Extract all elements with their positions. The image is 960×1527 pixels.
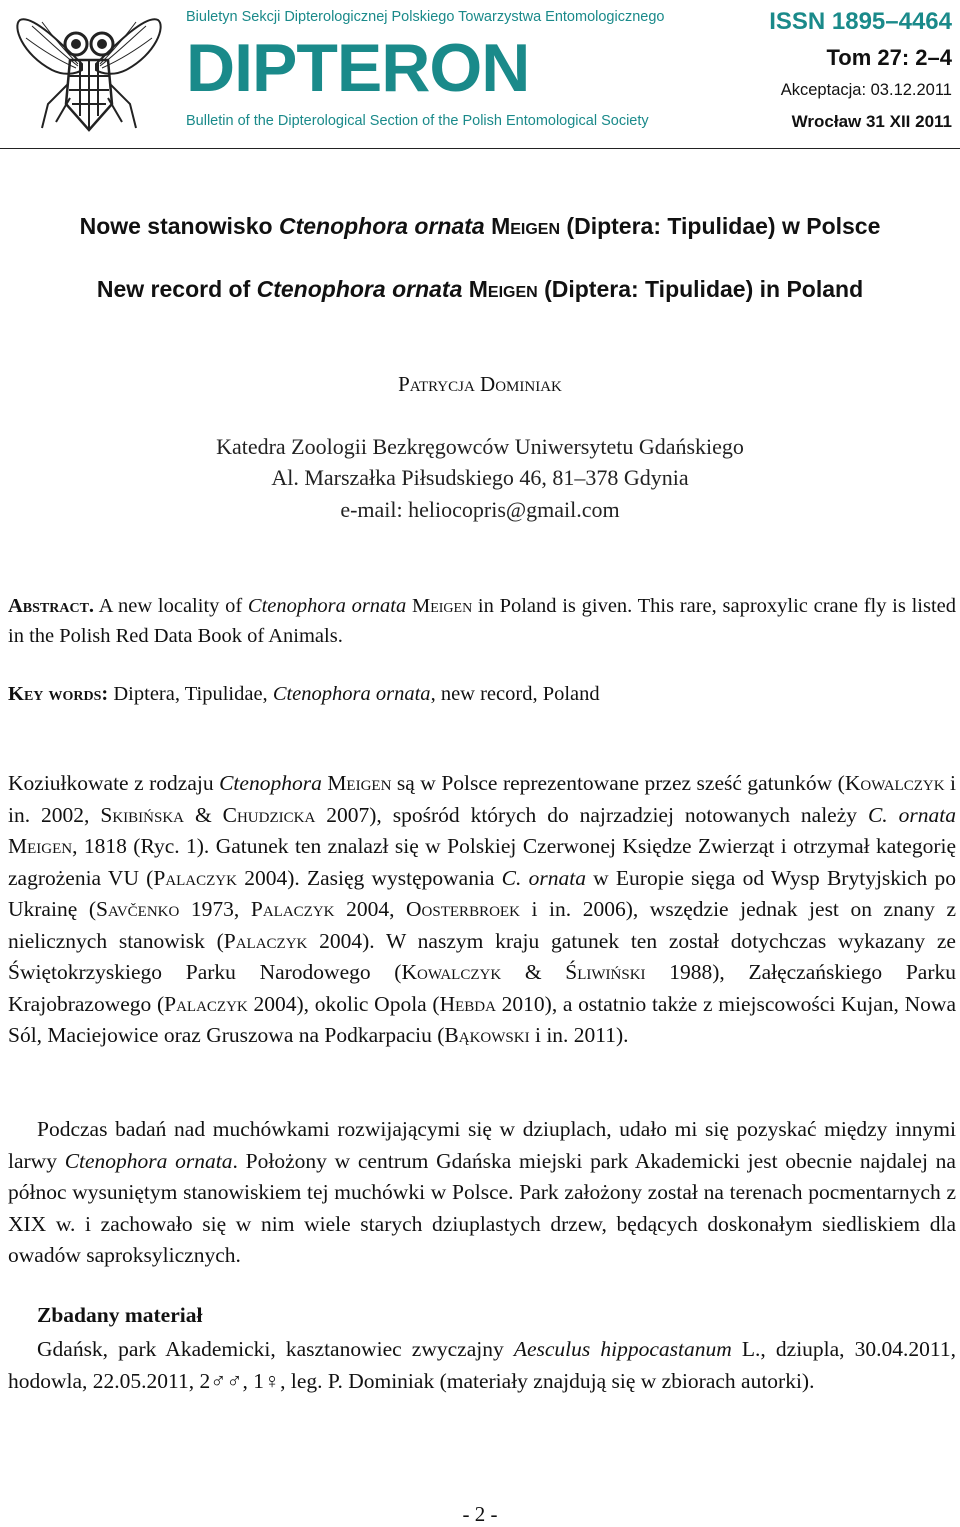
body-text: L., dziupla, 30.04.2011, hodowla, 22.05.2011, 2♂♂, 1♀, leg. P. Dominiak (materiały znajdują się w zbiorach autorki). [8,1337,956,1393]
abstract-text: in Poland is given. This rare, saproxylic crane fly is listed in the Polish Red Data Book of Animals. [8,595,956,647]
title-text: (Diptera: Tipulidae) in Poland [537,276,864,302]
citation-author: Savčenko [95,897,180,921]
species-author: Meigen [406,595,473,617]
citation-author: Śliwiński [565,960,646,984]
species-name: C. ornata [501,865,586,890]
body-text: w Europie sięga od Wysp Brytyjskich po Ukrainę ( [8,865,957,921]
acceptance-date: Akceptacja: 03.12.2011 [780,81,952,99]
body-text: i in. 2006), wszędzie jednak jest on znany z nielicznych stanowisk ( [8,897,957,953]
body-text: 2004), okolic Opola ( [247,991,440,1016]
affiliation-email: e-mail: heliocopris@gmail.com [340,497,620,522]
material-paragraph [8,1334,956,1397]
citation-author: Kowalczyk [401,960,502,984]
body-text: i in. 2002, [8,771,956,827]
citation-author: Palaczyk [250,897,335,921]
body-text: 2010), a ostatnio także z miejscowości Kujan, Nowa Sól, Maciejowice oraz Gruszowa na Podkarpaciu ( [8,991,956,1047]
body-text: Koziułkowate z rodzaju [8,771,220,795]
volume: Tom 27: 2–4 [826,45,952,70]
body-text: , 1818 (Ryc. 1). Gatunek ten znalazł się w Polskiej Czerwonej Księdze Zwierząt i otrzymał kategorię zagrożenia VU ( [8,834,956,890]
material-heading: Zbadany materiał [37,1303,203,1327]
journal-name: DIPTERON [186,30,530,106]
species-name: Aesculus hippocastanum [513,1337,732,1361]
abstract-label: Abstract. [8,595,95,617]
affiliation-institution: Katedra Zoologii Bezkręgowców Uniwersytetu Gdańskiego [216,434,744,459]
genus-name: Ctenophora [219,771,322,795]
body-text: 1988), Załęczańskiego Parku Krajobrazowego ( [8,960,956,1016]
affiliation-address: Al. Marszałka Piłsudskiego 46, 81–378 Gdynia [271,465,689,490]
page-number: - 2 - [462,1502,498,1526]
keywords-text: Diptera, Tipulidae, [108,683,273,705]
title-polish [0,213,960,240]
species-author: Meigen [484,213,561,239]
citation-author: Meigen [321,771,392,795]
species-name: Ctenophora ornata [64,1148,233,1173]
citation-author: Hebda [439,991,496,1016]
title-english [0,276,960,303]
citation-author: Oosterbroek [406,897,520,921]
body-text: 2004). Zasięg występowania [236,865,502,890]
citation-author: Bąkowski [444,1023,530,1047]
title-text: (Diptera: Tipulidae) w Polsce [560,213,881,239]
body-text: & [501,960,566,984]
species-name: Ctenophora ornata [278,213,485,239]
fly-logo-icon [12,4,166,136]
species-name: C. ornata [867,802,956,827]
publication-place-date: Wrocław 31 XII 2011 [791,112,952,131]
species-author: Meigen [462,276,538,302]
keywords-label: Key words: [8,683,109,705]
abstract [8,591,956,651]
body-text: 2004). W naszym kraju gatunek ten został dotychczas wykazany ze Świętokrzyskiego Parku Narodowego ( [8,928,956,984]
citation-author: Meigen [8,834,73,858]
body-text: 2004, [334,897,407,921]
body-text: i in. 2011). [529,1023,629,1047]
citation-author: Palaczyk [153,865,237,890]
body-paragraph-1 [8,768,956,1052]
species-name: Ctenophora ornata [256,276,463,302]
body-text: Podczas badań nad muchówkami rozwijającymi się w dziuplach, udało mi się pozyskać między innymi larwy [8,1117,956,1173]
body-text: . Położony w centrum Gdańska miejski park Akademicki jest obecnie najdalej na północ wysuniętym stanowiskiem tej muchówki w Polsce. Park założony został na terenach pocmentarnych z XIX w. i zachowało się w nim wiele starych dziuplastych drzew, będących doskonałym siedliskiem dla owadów saproksylicznych. [8,1148,956,1267]
author-name: Patrycja Dominiak [398,372,562,396]
citation-author: Palaczyk [223,928,308,953]
body-text: są w Polsce reprezentowane przez sześć gatunków ( [391,771,845,795]
body-paragraph-2 [8,1114,956,1272]
body-text: Gdańsk, park Akademicki, kasztanowiec zwyczajny [37,1337,514,1361]
series-title-english: Bulletin of the Dipterological Section of the Polish Entomological Society [186,113,649,129]
species-name: Ctenophora ornata [247,595,407,617]
title-text: New record of [96,276,257,302]
body-text: 1973, [179,897,251,921]
species-name: Ctenophora ornata [272,683,431,705]
citation-author: Kowalczyk [844,771,945,795]
keywords [8,679,956,709]
journal-header [0,0,960,150]
citation-author: Chudzicka [222,802,316,827]
series-title-polish: Biuletyn Sekcji Dipterologicznej Polskiego Towarzystwa Entomologicznego [186,9,665,25]
title-text: Nowe stanowisko [79,213,279,239]
citation-author: Palaczyk [164,991,248,1016]
header-divider [0,148,960,149]
issn: ISSN 1895–4464 [769,8,952,35]
keywords-text: , new record, Poland [430,683,600,705]
body-text: 2007), spośród których do najrzadziej notowanych należy [315,802,868,827]
body-text: & [184,802,223,827]
citation-author: Skibińska [100,802,184,827]
abstract-text: A new locality of [94,595,248,617]
